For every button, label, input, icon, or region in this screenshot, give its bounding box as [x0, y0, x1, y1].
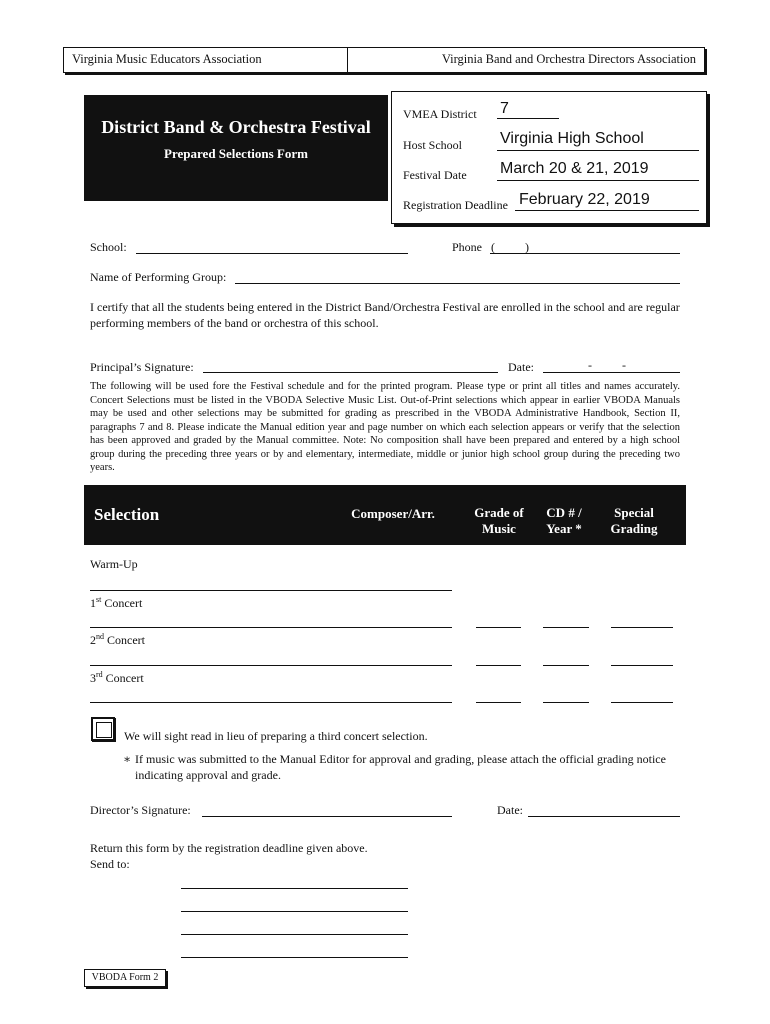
principal-signature-field[interactable]	[203, 372, 498, 373]
sight-read-checkbox[interactable]	[91, 717, 115, 741]
district-label: VMEA District	[403, 107, 477, 121]
form-title: District Band & Orchestra Festival	[101, 117, 371, 137]
sight-read-label: We will sight read in lieu of preparing a third concert selection.	[124, 729, 428, 743]
concert1-cd-field[interactable]	[543, 627, 589, 628]
warmup-selection-field[interactable]	[90, 590, 452, 591]
concert2-selection-field[interactable]	[90, 665, 452, 666]
registration-deadline-line	[515, 210, 699, 211]
form-subtitle: Prepared Selections Form	[164, 146, 308, 161]
return-line1: Return this form by the registration deadline given above.	[90, 841, 368, 855]
district-value[interactable]: 7	[500, 100, 509, 117]
festival-date-label: Festival Date	[403, 168, 467, 182]
phone-area-code: ( )	[491, 240, 529, 254]
col-special-line1: Special	[614, 505, 654, 520]
warmup-label: Warm-Up	[90, 557, 138, 571]
concert3-special-field[interactable]	[611, 702, 673, 703]
concert3-label: 3rd Concert	[90, 670, 144, 685]
host-school-line	[497, 150, 699, 151]
certification-text: I certify that all the students being entered in the District Band/Orchestra Festival are enrolled in the school and are regular performing members of the band or orchestra of this school.	[90, 300, 680, 330]
col-special	[604, 505, 664, 537]
return-instructions	[90, 840, 368, 872]
principal-date-field[interactable]	[543, 372, 680, 373]
concert3-selection-field[interactable]	[90, 702, 452, 703]
return-line2: Send to:	[90, 857, 130, 871]
col-grade-line2: Music	[482, 521, 516, 536]
vmea-name: Virginia Music Educators Association	[72, 52, 262, 66]
director-date-field[interactable]	[528, 816, 680, 817]
concert1-label: 1st Concert	[90, 595, 143, 610]
director-date-label: Date:	[497, 803, 523, 817]
concert1-grade-field[interactable]	[476, 627, 521, 628]
send-to-line-4[interactable]	[181, 957, 408, 958]
title-box	[84, 95, 388, 201]
group-label: Name of Performing Group:	[90, 270, 227, 284]
director-signature-field[interactable]	[202, 816, 452, 817]
header-divider	[347, 48, 348, 72]
vboda-name: Virginia Band and Orchestra Directors Association	[441, 52, 696, 66]
form-number-tag: VBODA Form 2	[84, 969, 166, 987]
school-field[interactable]	[136, 253, 408, 254]
concert2-grade-field[interactable]	[476, 665, 521, 666]
col-selection: Selection	[94, 505, 160, 524]
principal-date-dashes: - -	[588, 358, 626, 372]
concert1-selection-field[interactable]	[90, 627, 452, 628]
col-cd-year	[536, 505, 592, 537]
concert3-cd-field[interactable]	[543, 702, 589, 703]
concert2-special-field[interactable]	[611, 665, 673, 666]
col-grade-line1: Grade of	[474, 505, 524, 520]
principal-label: Principal’s Signature:	[90, 360, 194, 374]
instructions-text: The following will be used fore the Festival schedule and for the printed program. Please type or print all titles and names accurately. Concert Selections must be listed in the VBODA Selective Music List. Out-of-Print selections which appear in earlier VBODA Manuals may be used and other selections may be submitted for grading as prescribed in the VBODA Administrative Handbook, Section II, paragraphs 7 and 8. Please indicate the Manual edition year and page number on which each selection appears or verify that the selection has been approved and graded by the Manual committee. Note: No composition shall have been prepared and entered by a high school group during the preceding three years or by and elementary, intermediate, middle or junior high school group during the preceding two years.	[90, 381, 680, 473]
host-school-label: Host School	[403, 138, 463, 152]
send-to-line-3[interactable]	[181, 934, 408, 935]
col-cd-line2: Year *	[546, 521, 582, 536]
note-asterisk: ∗	[123, 752, 132, 766]
grading-note: If music was submitted to the Manual Editor for approval and grading, please attach the official grading notice indicating approval and grade.	[135, 752, 666, 782]
director-signature-label: Director’s Signature:	[90, 803, 191, 817]
concert2-cd-field[interactable]	[543, 665, 589, 666]
col-cd-line1: CD # /	[546, 505, 582, 520]
principal-date-label: Date:	[508, 360, 534, 374]
host-school-value[interactable]: Virginia High School	[500, 130, 644, 147]
concert2-label: 2nd Concert	[90, 632, 145, 647]
concert1-special-field[interactable]	[611, 627, 673, 628]
col-grade	[466, 505, 532, 537]
send-to-line-2[interactable]	[181, 911, 408, 912]
col-composer: Composer/Arr.	[351, 506, 435, 521]
festival-info-box	[391, 91, 707, 224]
registration-deadline-label: Registration Deadline	[403, 198, 508, 212]
send-to-line-1[interactable]	[181, 888, 408, 889]
group-field[interactable]	[235, 283, 680, 284]
registration-deadline-value[interactable]: February 22, 2019	[519, 191, 650, 208]
phone-field[interactable]	[490, 253, 680, 254]
association-header	[63, 47, 705, 73]
district-line	[497, 118, 559, 119]
phone-label: Phone	[452, 240, 482, 254]
school-label: School:	[90, 240, 127, 254]
concert3-grade-field[interactable]	[476, 702, 521, 703]
col-special-line2: Grading	[610, 521, 658, 536]
festival-date-value[interactable]: March 20 & 21, 2019	[500, 160, 649, 177]
festival-date-line	[497, 180, 699, 181]
selection-table-header	[84, 485, 686, 545]
